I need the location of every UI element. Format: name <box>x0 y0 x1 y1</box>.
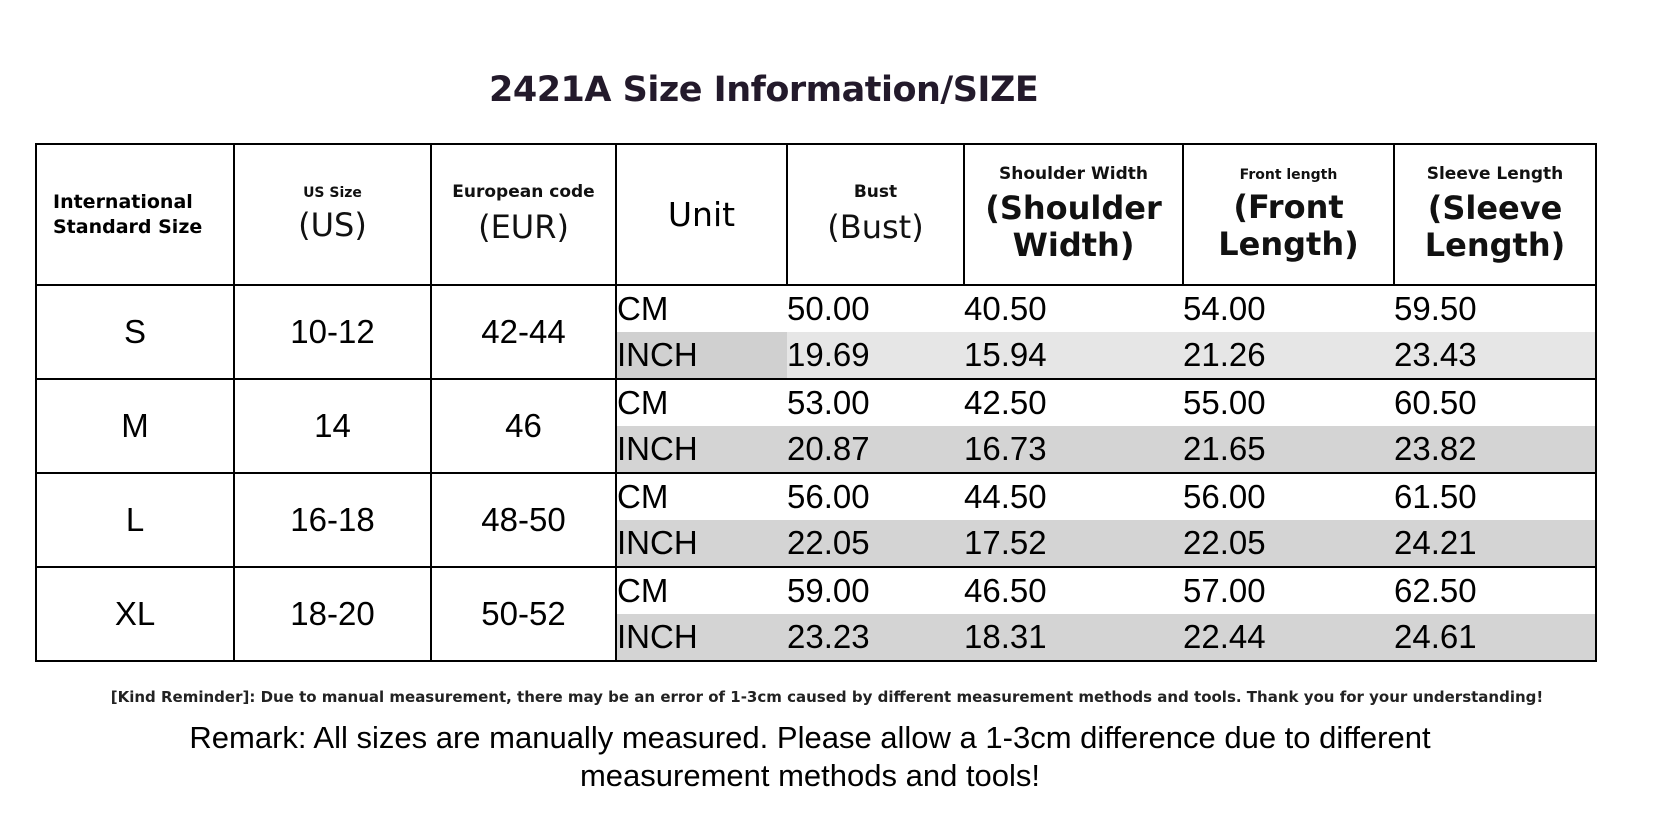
front-length-cell: 22.44 <box>1183 614 1394 661</box>
sleeve-cell: 60.50 <box>1394 379 1596 426</box>
header-sleeve-length: Sleeve Length (Sleeve Length) <box>1394 144 1596 285</box>
header-front-length: Front length (Front Length) <box>1183 144 1394 285</box>
header-bust: Bust (Bust) <box>787 144 964 285</box>
header-european-code: European code (EUR) <box>431 144 616 285</box>
header-unit: Unit <box>616 144 787 285</box>
unit-cell: CM <box>616 567 787 614</box>
bust-cell: 50.00 <box>787 290 870 327</box>
shoulder-cell: 40.50 <box>964 290 1047 327</box>
eur-size-cell: 46 <box>431 379 616 473</box>
unit-cell: CM <box>616 379 787 426</box>
bust-cell: 53.00 <box>787 384 870 421</box>
size-cell: M <box>36 379 234 473</box>
size-cell: XL <box>36 567 234 661</box>
unit-cell: INCH <box>616 614 787 661</box>
table-row-m-cm <box>36 379 1596 426</box>
bust-cell: 59.00 <box>787 572 870 609</box>
front-length-cell: 21.26 <box>1183 332 1394 379</box>
unit-cell: INCH <box>616 520 787 567</box>
unit-cell: INCH <box>616 426 787 473</box>
header-row <box>36 144 1596 285</box>
unit-cell: CM <box>616 473 787 520</box>
shoulder-cell: 16.73 <box>964 426 1183 473</box>
sleeve-cell: 24.61 <box>1394 614 1596 661</box>
header-shoulder-width: Shoulder Width (Shoulder Width) <box>964 144 1183 285</box>
header-international-size: International Standard Size <box>36 144 234 285</box>
sleeve-cell: 59.50 <box>1394 285 1596 332</box>
shoulder-cell: 18.31 <box>964 614 1183 661</box>
sleeve-cell: 61.50 <box>1394 473 1596 520</box>
front-length-cell: 22.05 <box>1183 520 1394 567</box>
shoulder-cell: 44.50 <box>964 478 1047 515</box>
bust-cell: 20.87 <box>787 426 964 473</box>
sleeve-cell: 23.82 <box>1394 426 1596 473</box>
eur-size-cell: 48-50 <box>431 473 616 567</box>
us-size-cell: 18-20 <box>234 567 431 661</box>
us-size-cell: 14 <box>234 379 431 473</box>
table-row-l-cm <box>36 473 1596 520</box>
shoulder-cell: 17.52 <box>964 520 1183 567</box>
shoulder-cell: 42.50 <box>964 384 1047 421</box>
front-length-cell: 21.65 <box>1183 426 1394 473</box>
sleeve-cell: 24.21 <box>1394 520 1596 567</box>
page-title: 2421A Size Information/SIZE <box>489 70 1039 110</box>
sleeve-cell: 62.50 <box>1394 567 1596 614</box>
table-row-xl-cm <box>36 567 1596 614</box>
shoulder-cell: 15.94 <box>964 332 1183 379</box>
size-table <box>35 143 1597 662</box>
kind-reminder-text: [Kind Reminder]: Due to manual measurement, there may be an error of 1-3cm caused by different measurement methods and tools. Thank you for your understanding! <box>110 688 1544 706</box>
front-length-cell: 57.00 <box>1183 572 1266 609</box>
table-row-s-cm <box>36 285 1596 332</box>
front-length-cell: 56.00 <box>1183 478 1266 515</box>
remark-text: Remark: All sizes are manually measured. Please allow a 1-3cm difference due to different measurement methods and tools! <box>189 720 1431 793</box>
eur-size-cell: 50-52 <box>431 567 616 661</box>
unit-cell: INCH <box>616 332 787 379</box>
shoulder-cell: 46.50 <box>964 572 1047 609</box>
us-size-cell: 10-12 <box>234 285 431 379</box>
us-size-cell: 16-18 <box>234 473 431 567</box>
bust-cell: 19.69 <box>787 332 964 379</box>
bust-cell: 23.23 <box>787 614 964 661</box>
size-cell: L <box>36 473 234 567</box>
sleeve-cell: 23.43 <box>1394 332 1596 379</box>
front-length-cell: 54.00 <box>1183 290 1266 327</box>
front-length-cell: 55.00 <box>1183 384 1266 421</box>
unit-cell: CM <box>616 285 787 332</box>
header-us-size: US Size (US) <box>234 144 431 285</box>
size-cell: S <box>36 285 234 379</box>
eur-size-cell: 42-44 <box>431 285 616 379</box>
bust-cell: 56.00 <box>787 478 870 515</box>
bust-cell: 22.05 <box>787 520 964 567</box>
